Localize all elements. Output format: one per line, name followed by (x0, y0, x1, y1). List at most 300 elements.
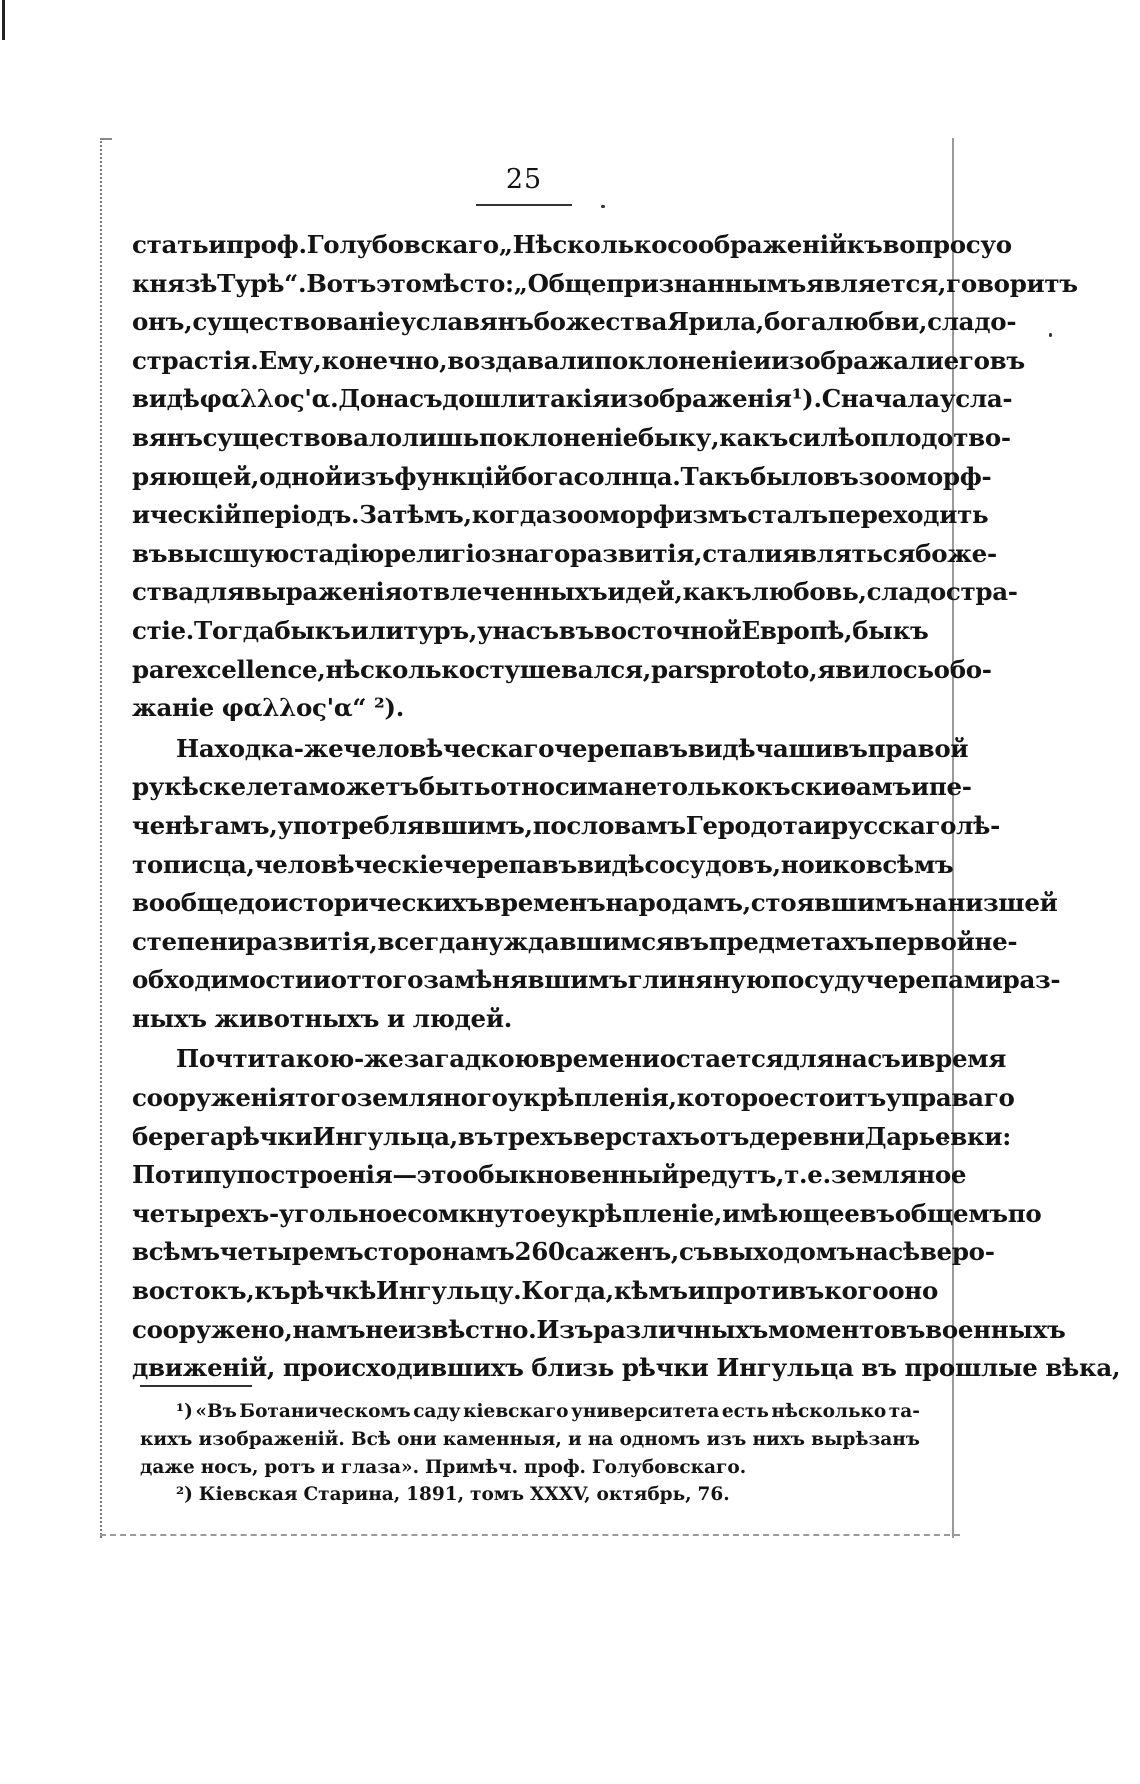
word: укрѣпленiя, (507, 1083, 677, 1113)
word: развитiя, (570, 538, 703, 568)
word: земляное (830, 1160, 967, 1190)
text-line (132, 807, 1000, 846)
word: ко (832, 849, 866, 879)
word: русскаго (830, 810, 957, 840)
word: они (397, 1428, 437, 1450)
word: Ему, (258, 345, 322, 375)
word: Европѣ, (741, 615, 853, 645)
word: доисторическихъ (238, 888, 485, 918)
word: на (914, 888, 948, 918)
footnote-1 (140, 1398, 920, 1481)
word: различныхъ (593, 1314, 769, 1344)
word: кого (824, 1276, 889, 1306)
word: стоитъ (789, 1083, 887, 1113)
word: статьи (132, 230, 227, 259)
word: берега (132, 1121, 226, 1151)
word: одномъ (619, 1428, 701, 1450)
word: pars (650, 654, 710, 684)
word: стадiю (289, 538, 384, 568)
word: и (813, 810, 831, 840)
paragraph-2 (132, 730, 1061, 1039)
word: редутъ, (679, 1160, 785, 1190)
word: стоявшимъ (750, 888, 915, 918)
word: университета (570, 1401, 720, 1422)
word: земляного (356, 1083, 508, 1113)
word: проф. (226, 230, 307, 259)
word: перiодъ. (241, 500, 360, 530)
word: пе- (928, 772, 972, 802)
word: въ (861, 1353, 897, 1383)
word: въ (989, 345, 1025, 375)
footnote-2 (140, 1481, 920, 1509)
word: и (753, 345, 771, 375)
word: сладостра- (866, 577, 1018, 607)
word: востокъ, (132, 1276, 255, 1306)
word: которое (676, 1083, 790, 1113)
word: на (855, 1237, 889, 1267)
word: «Въ (195, 1401, 237, 1422)
word: Такъ (680, 461, 750, 491)
word: моментовъ (768, 1314, 926, 1344)
word: князѣ (132, 268, 218, 298)
word: стушевался, (474, 654, 651, 684)
word: сомкнутое (407, 1198, 556, 1228)
word: Почти (176, 1044, 266, 1074)
word: сладо- (927, 307, 1017, 337)
word: религiознаго (384, 538, 571, 568)
word: насъ (375, 384, 443, 414)
word: въ (859, 1198, 895, 1228)
word: отвлеченныхъ (402, 577, 608, 607)
word: изображенiя¹). (609, 384, 822, 414)
word: Вотъ (306, 268, 377, 298)
word: видѣ (576, 849, 645, 879)
paragraph-1 (132, 226, 1078, 728)
footnote-line (140, 1398, 920, 1426)
word: страстiя. (132, 345, 259, 375)
word: быкъ (852, 615, 929, 645)
word: ¹) (176, 1401, 193, 1422)
word: кiевскаго (463, 1401, 569, 1422)
word: существованiе (192, 307, 401, 337)
word: поклоненiе (478, 422, 638, 452)
print-speck (1049, 333, 1052, 337)
text-line (132, 342, 1025, 381)
word: всегда (377, 926, 471, 956)
word: соображенiй (667, 230, 847, 259)
word: мѣсто: (421, 268, 514, 298)
word: это (376, 268, 422, 298)
word: кихъ (140, 1428, 193, 1450)
word: намъ (292, 1314, 366, 1344)
word: ченѣгамъ, (132, 810, 278, 840)
word: Примѣч. (424, 1456, 519, 1478)
word: изображенiй. (198, 1428, 345, 1450)
word: Изъ (536, 1314, 594, 1344)
word: ряющей, (132, 461, 260, 491)
word: любовь, (751, 577, 867, 607)
word: степени (132, 926, 246, 956)
word: тописца, (132, 849, 255, 879)
word: какъ (719, 422, 789, 452)
word: ²). (374, 693, 404, 723)
word: вѣка, (1045, 1353, 1121, 1383)
word: сла- (955, 384, 1013, 414)
word: т. (784, 1160, 808, 1190)
word: Ингульцу. (376, 1276, 522, 1306)
text-line (132, 1233, 995, 1272)
word: Находка-же (176, 733, 344, 763)
word: 1891, (406, 1484, 465, 1506)
word: та- (888, 1401, 920, 1422)
text-line (132, 573, 1018, 612)
word: одной (259, 461, 343, 491)
word: того (295, 1083, 357, 1113)
word: время (918, 1044, 1007, 1074)
word: словамъ (566, 810, 686, 840)
word: не (623, 772, 657, 802)
text-line (132, 1000, 922, 1039)
word: но (780, 849, 815, 879)
word: имѣющее (722, 1198, 860, 1228)
word: Затѣмъ, (359, 500, 472, 530)
scan-edge-mark (2, 0, 5, 40)
word: Ингульца (716, 1353, 854, 1383)
word: военныхъ (925, 1314, 1066, 1344)
text-line (132, 1349, 1121, 1388)
word: и (312, 965, 331, 995)
word: въ (652, 733, 688, 763)
word: въ (541, 849, 577, 879)
word: кѣмъ (613, 1276, 688, 1306)
word: изъ (342, 461, 395, 491)
word: любви, (826, 307, 928, 337)
word: укрѣпленiе, (555, 1198, 723, 1228)
word: есть (721, 1401, 769, 1422)
body-text (132, 226, 1121, 1388)
scan-frame-left (100, 138, 102, 1538)
word: правой (867, 733, 969, 763)
word: явилось (817, 654, 934, 684)
text-line (132, 419, 1011, 458)
word: въ (673, 926, 709, 956)
word: и (910, 772, 929, 802)
word: и (900, 1044, 919, 1074)
word: excellence, (177, 654, 326, 684)
word: Геродота (685, 810, 814, 840)
page-number-rule (476, 204, 572, 206)
word: каменныя, (442, 1428, 562, 1450)
word: Ярила, (667, 307, 765, 337)
word: Ингульца, (312, 1121, 458, 1151)
word: По (132, 1160, 171, 1190)
text-line (132, 689, 922, 728)
word: е. (807, 1160, 831, 1190)
text-line (132, 1311, 1066, 1350)
word: изображали (771, 345, 944, 375)
word: общемъ (894, 1198, 1008, 1228)
word: всѣмъ (865, 849, 954, 879)
word: первой (874, 926, 975, 956)
word: видѣ (132, 384, 200, 414)
word: такiя (535, 384, 610, 414)
text-line (132, 884, 1058, 923)
footnote-rule (140, 1385, 252, 1387)
word: къ (846, 230, 883, 259)
text-line (132, 961, 1061, 1000)
word: замѣнявшимъ (423, 965, 628, 995)
page-number: 25 (505, 164, 543, 195)
word: человѣческiе (254, 849, 444, 879)
word: типу (170, 1160, 237, 1190)
word: зооморфизмъ (551, 500, 748, 530)
word: какъ (682, 577, 752, 607)
word: октябрь, (596, 1484, 692, 1506)
word: съ (679, 1237, 713, 1267)
word: остается (659, 1044, 784, 1074)
word: вообще (132, 888, 239, 918)
word: сѣверо- (888, 1237, 995, 1267)
word: ротъ (264, 1456, 316, 1478)
word: и (567, 1428, 582, 1450)
word: 260 (514, 1237, 565, 1267)
word: До (338, 384, 376, 414)
word: по (1007, 1198, 1042, 1228)
text-line (132, 651, 992, 690)
word: стали (702, 538, 783, 568)
word: ства (132, 577, 194, 607)
word: сторонамъ (363, 1237, 515, 1267)
word: даже (140, 1456, 195, 1478)
word: скелета (198, 772, 309, 802)
word: онъ, (132, 307, 193, 337)
word: переходить (827, 500, 989, 530)
word: нуждавшимся (470, 926, 674, 956)
word: является, (806, 268, 947, 298)
word: черепами (865, 965, 1003, 995)
text-line (132, 923, 1018, 962)
word: рѣчки (225, 1121, 313, 1151)
word: только (656, 772, 755, 802)
word: φαλλος'α. (199, 384, 339, 414)
text-line (132, 1272, 938, 1311)
word: зооморф- (858, 461, 992, 491)
word: рукѣ (132, 772, 199, 802)
word: восточной (594, 615, 742, 645)
word: лишь (401, 422, 479, 452)
word: Голубовскаго (306, 230, 499, 259)
word: чаши (755, 733, 833, 763)
word: черепа (443, 849, 542, 879)
word: загадкою (403, 1044, 540, 1074)
word: и (814, 849, 833, 879)
word: времени (539, 1044, 660, 1074)
text-line (132, 1118, 1011, 1157)
word: Ботаническомъ (239, 1401, 411, 1422)
scan-frame-bottom (100, 1534, 960, 1536)
word: было (749, 461, 824, 491)
word: и (321, 1456, 335, 1478)
footnotes (140, 1398, 920, 1509)
word: туръ, (403, 615, 478, 645)
word: можетъ (308, 772, 419, 802)
word: къ (254, 1276, 291, 1306)
word: противъ (705, 1276, 825, 1306)
word: прошлые (904, 1353, 1038, 1383)
footnote-line (140, 1454, 920, 1482)
word: для (783, 1044, 835, 1074)
word: Сначала (821, 384, 940, 414)
word: силѣ (788, 422, 855, 452)
word: оно (888, 1276, 938, 1306)
word: глиняную (627, 965, 771, 995)
word: Старина, (303, 1484, 401, 1506)
word: глаза». (340, 1456, 420, 1478)
word: у (477, 615, 493, 645)
word: верстахъ (572, 1121, 700, 1151)
word: всѣмъ (132, 1237, 220, 1267)
word: сооруженiя (132, 1083, 296, 1113)
word: нѣсколько (325, 654, 475, 684)
word: лѣ- (956, 810, 1000, 840)
word: стiе. (132, 615, 195, 645)
word: близь (531, 1353, 614, 1383)
word: его (943, 345, 990, 375)
word: въ (558, 615, 595, 645)
word: насъ (492, 615, 559, 645)
word: томъ (470, 1484, 525, 1506)
text-line (132, 535, 997, 574)
word: человѣческаго (343, 733, 555, 763)
word: временъ (484, 888, 606, 918)
word: существовало (202, 422, 402, 452)
print-speck (601, 205, 605, 208)
word: оттого (330, 965, 424, 995)
word: не- (974, 926, 1018, 956)
word: когда (471, 500, 552, 530)
word: Когда, (521, 1276, 614, 1306)
word: вырѣзанъ (811, 1428, 920, 1450)
word: насъ (834, 1044, 901, 1074)
word: изъ (706, 1428, 747, 1450)
text-line (132, 496, 989, 535)
word: построенiя (236, 1160, 393, 1190)
word: низшей (947, 888, 1058, 918)
word: животныхъ (214, 1003, 380, 1033)
word: par (132, 654, 178, 684)
word: на (587, 1428, 614, 1450)
footnote-line (140, 1481, 920, 1509)
word: Кiевская (198, 1484, 298, 1506)
word: выходомъ (712, 1237, 856, 1267)
word: toto, (754, 654, 818, 684)
word: происходившихъ (282, 1353, 524, 1383)
word: черепа (554, 733, 653, 763)
word: бога (764, 307, 827, 337)
word: pro (709, 654, 755, 684)
text-line (132, 303, 1017, 342)
word: обо- (933, 654, 992, 684)
word: о (995, 230, 1012, 259)
word: ныхъ (132, 1003, 207, 1033)
word: вянъ (132, 422, 203, 452)
text-line (132, 846, 954, 885)
word: употреблявшимъ, (277, 810, 533, 840)
word: нихъ (752, 1428, 805, 1450)
word: и (387, 1003, 405, 1033)
word: высшую (167, 538, 290, 568)
word: неизвѣстно. (365, 1314, 537, 1344)
word: 76. (697, 1484, 730, 1506)
word: идей, (607, 577, 683, 607)
text-line (132, 1040, 1007, 1079)
word: выраженiя (244, 577, 403, 607)
word: φαλλος'α“ (221, 693, 367, 723)
scan-frame-top (100, 138, 112, 140)
word: такою-же (265, 1044, 404, 1074)
word: развитiя, (245, 926, 378, 956)
word: Дарьевки: (864, 1121, 1011, 1151)
word: праваго (901, 1083, 1015, 1113)
word: проф. (524, 1456, 586, 1478)
word: относима (490, 772, 624, 802)
text-line (132, 1079, 1015, 1118)
word: трехъ (493, 1121, 573, 1151)
text-line (132, 458, 992, 497)
word: это (416, 1160, 463, 1190)
word: оплодотво- (854, 422, 1011, 452)
word: у (939, 384, 956, 414)
word: „Общепризнаннымъ (513, 268, 807, 298)
word: являться (782, 538, 916, 568)
word: по (532, 810, 567, 840)
word: раз- (1002, 965, 1061, 995)
text-line (132, 380, 1013, 419)
word: въ (132, 538, 168, 568)
word: говоритъ (946, 268, 1078, 298)
word: функцiй (394, 461, 512, 491)
word: саженъ, (564, 1237, 680, 1267)
word: и (687, 1276, 706, 1306)
text-line (132, 612, 929, 651)
word: посуду (770, 965, 866, 995)
word: быкъ (274, 615, 351, 645)
word: Голубовскаго. (591, 1456, 747, 1478)
word: быку, (637, 422, 720, 452)
word: вопросу (882, 230, 996, 259)
text-line (132, 265, 1078, 304)
word: сооружено, (132, 1314, 293, 1344)
word: носъ, (200, 1456, 259, 1478)
word: конечно, (321, 345, 448, 375)
word: быть (418, 772, 491, 802)
word: ²) (176, 1484, 193, 1506)
word: „Нѣсколько (498, 230, 668, 259)
word: славянъ (415, 307, 534, 337)
word: бога (511, 461, 574, 491)
word: четырехъ-угольное (132, 1198, 408, 1228)
word: рѣчки (621, 1353, 709, 1383)
word: въ (457, 1121, 494, 1151)
paragraph-3 (132, 1040, 1121, 1387)
word: обыкновенный (462, 1160, 680, 1190)
text-line (132, 226, 1012, 265)
word: божества (533, 307, 668, 337)
word: нѣсколько (771, 1401, 887, 1422)
word: къ (754, 772, 791, 802)
word: Турѣ“. (217, 268, 307, 298)
word: рѣчкѣ (290, 1276, 377, 1306)
